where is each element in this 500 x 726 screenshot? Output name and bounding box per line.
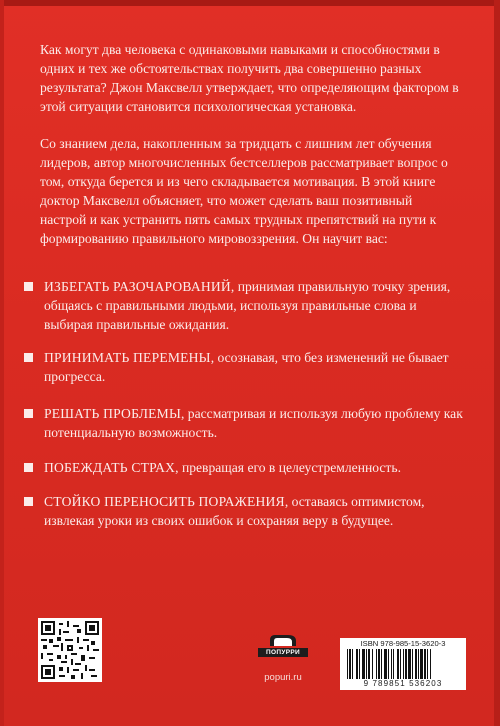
isbn-text: ISBN 978-985-15-3620-3 — [360, 639, 446, 648]
publisher-logo-icon — [268, 633, 298, 647]
bullet-square-icon — [24, 353, 33, 362]
list-item-text — [44, 404, 464, 442]
cover-edge-left — [0, 0, 4, 726]
list-item-text — [44, 458, 464, 477]
intro-paragraph-1: Как могут два человека с одинаковыми навыками и способностями в одних и тех же обстоятельствах получить два совершенно разных результата? Джон Максвелл утверждает, что определяющим фактором в этой ситуации становится психологическая установка. — [40, 42, 459, 114]
list-item-rest: , оставаясь оптимистом, извлекая уроки из своих ошибок и сохраняя веру в будущее. — [44, 494, 425, 528]
list-item-lead: ИЗБЕГАТЬ РАЗОЧАРОВАНИЙ — [44, 279, 231, 294]
publisher-website-link[interactable]: popuri.ru — [264, 672, 302, 683]
list-item-lead: РЕШАТЬ ПРОБЛЕМЫ — [44, 406, 181, 421]
publisher-name: ПОПУРРИ — [258, 648, 308, 657]
list-item-text — [44, 348, 464, 386]
list-item-rest: , рассматривая и используя любую проблему как потенциальную возможность. — [44, 406, 463, 440]
list-item-rest: , превращая его в целеустремленность. — [175, 460, 401, 475]
bullet-square-icon — [24, 409, 33, 418]
barcode-icon — [347, 649, 459, 679]
ean-digits: 9 789851 536203 — [363, 679, 443, 688]
list-item-text — [44, 492, 464, 530]
publisher-logo — [258, 633, 308, 657]
qr-code-icon[interactable] — [38, 618, 102, 682]
cover-edge-top — [0, 0, 500, 6]
bullet-square-icon — [24, 282, 33, 291]
bullet-square-icon — [24, 463, 33, 472]
cover-edge-right — [494, 0, 500, 726]
list-item-rest: , осознавая, что без изменений не бывает прогресса. — [44, 350, 449, 384]
intro-paragraph-2: Со знанием дела, накопленным за тридцать с лишним лет обучения лидеров, автор многочисленных бестселлеров рассматривает вопрос о том, откуда берется и из чего складывается мотивация. В этой книге доктор Максвелл объясняет, что может сделать ваш позитивный настрой и как устранить пять самых трудных препятствий на пути к формированию правильного мировоззрения. Он научит вас: — [40, 136, 448, 246]
bullet-square-icon — [24, 497, 33, 506]
list-item-lead: СТОЙКО ПЕРЕНОСИТЬ ПОРАЖЕНИЯ — [44, 494, 285, 509]
barcode-label — [340, 638, 466, 690]
list-item-text — [44, 277, 464, 334]
list-item-rest: , принимая правильную точку зрения, общаясь с правильными людьми, используя правильные слова и выбирая правильные ожидания. — [44, 279, 451, 332]
list-item-lead: ПРИНИМАТЬ ПЕРЕМЕНЫ — [44, 350, 211, 365]
list-item-lead: ПОБЕЖДАТЬ СТРАХ — [44, 460, 176, 475]
